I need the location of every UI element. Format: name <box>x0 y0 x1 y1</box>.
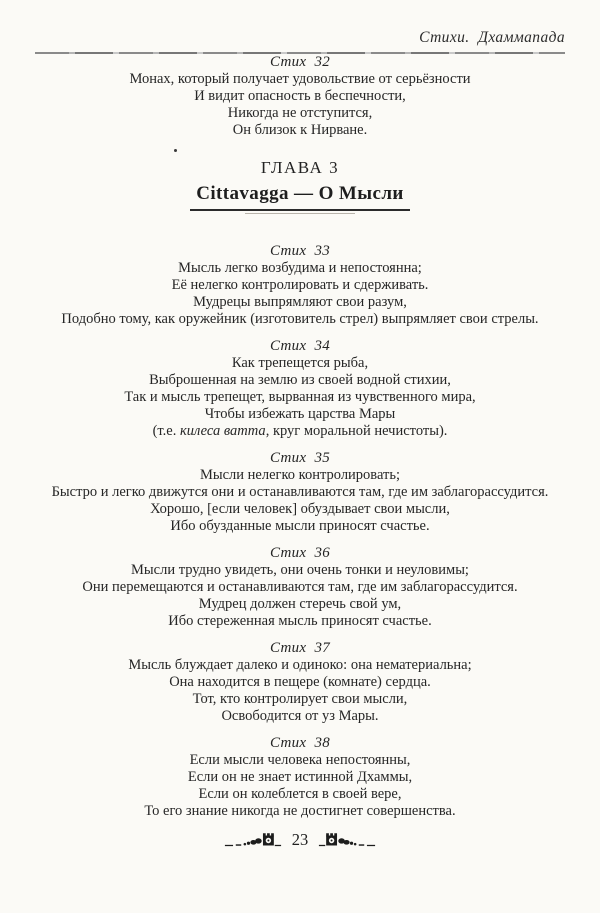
verse-label: Стих 35 <box>269 450 331 466</box>
verse-label: Стих 32 <box>269 54 331 70</box>
verse-line: Выброшенная на землю из своей водной стихии, <box>149 372 451 388</box>
verse-line: Подобно тому, как оружейник (изготовитель стрел) выпрямляет свои стрелы. <box>61 311 539 327</box>
verse-line: Мысль блуждает далеко и одиноко: она нематериальна; <box>128 657 472 673</box>
verse-line: Освободится от уз Мары. <box>221 708 379 724</box>
chapter-title: Cittavagga — О Мысли <box>190 182 410 211</box>
verse-line: Ибо обузданные мысли приносят счастье. <box>170 518 430 534</box>
verse-line: Никогда не отступится, <box>227 105 373 121</box>
page-footer <box>35 830 565 850</box>
verses-before-chapter <box>35 54 565 139</box>
verse-block <box>35 735 565 820</box>
verse-line: Монах, который получает удовольствие от серьёзности <box>129 71 471 87</box>
verse-block <box>35 640 565 725</box>
verse-line: Она находится в пещере (комнате) сердца. <box>169 674 431 690</box>
verse-label: Стих 37 <box>269 640 331 656</box>
verse-line: Он близок к Нирване. <box>232 122 368 138</box>
verse-line: Так и мысль трепещет, вырванная из чувственного мира, <box>124 389 476 405</box>
verse-block <box>35 450 565 535</box>
verse-line: Если мысли человека непостоянны, <box>189 752 411 768</box>
verse-line: Ибо стереженная мысль приносят счастье. <box>168 613 432 629</box>
verse-line: Быстро и легко движутся они и останавливаются там, где им заблагорассудится. <box>51 484 549 500</box>
verse-line: (т.е. килеса ватта, круг моральной нечистоты). <box>152 423 448 439</box>
verse-line: Как трепещется рыба, <box>231 355 369 371</box>
verse-label: Стих 36 <box>269 545 331 561</box>
verse-line: Если он не знает истинной Дхаммы, <box>187 769 413 785</box>
verse-block <box>35 54 565 139</box>
verse-line: Её нелегко контролировать и сдерживать. <box>171 277 429 293</box>
verse-line: Мысли трудно увидеть, они очень тонки и неуловимы; <box>131 562 469 578</box>
verse-block <box>35 243 565 328</box>
verse-block <box>35 545 565 630</box>
chapter-number: ГЛАВА 3 <box>260 158 340 177</box>
verse-line: Тот, кто контролирует свои мысли, <box>192 691 408 707</box>
verse-label: Стих 33 <box>269 243 331 259</box>
printer-flourish-icon <box>224 832 282 849</box>
chapter-heading <box>35 157 565 211</box>
verse-label: Стих 34 <box>269 338 331 354</box>
verse-line: Если он колеблется в своей вере, <box>198 786 402 802</box>
running-head: Стихи. Дхаммапада <box>419 29 565 46</box>
verses-after-chapter <box>35 243 565 820</box>
verse-line: Мудрец должен стеречь свой ум, <box>198 596 402 612</box>
verse-block <box>35 338 565 440</box>
page-number: 23 <box>291 830 309 849</box>
verse-line: Чтобы избежать царства Мары <box>204 406 396 422</box>
verse-line: Мудрецы выпрямляют свои разум, <box>193 294 407 310</box>
verse-line: Они перемещаются и останавливаются там, где им заблагорассудится. <box>82 579 518 595</box>
verse-line: Мысль легко возбудима и непостоянна; <box>178 260 422 276</box>
printer-flourish-icon <box>318 832 376 849</box>
verse-line: Хорошо, [если человек] обуздывает свои мысли, <box>150 501 450 517</box>
ink-dot-artifact <box>174 149 177 152</box>
verse-line: И видит опасность в беспечности, <box>194 88 406 104</box>
verse-line: То его знание никогда не достигнет совершенства. <box>144 803 456 819</box>
verse-line: Мысли нелегко контролировать; <box>199 467 401 483</box>
verse-label: Стих 38 <box>269 735 331 751</box>
